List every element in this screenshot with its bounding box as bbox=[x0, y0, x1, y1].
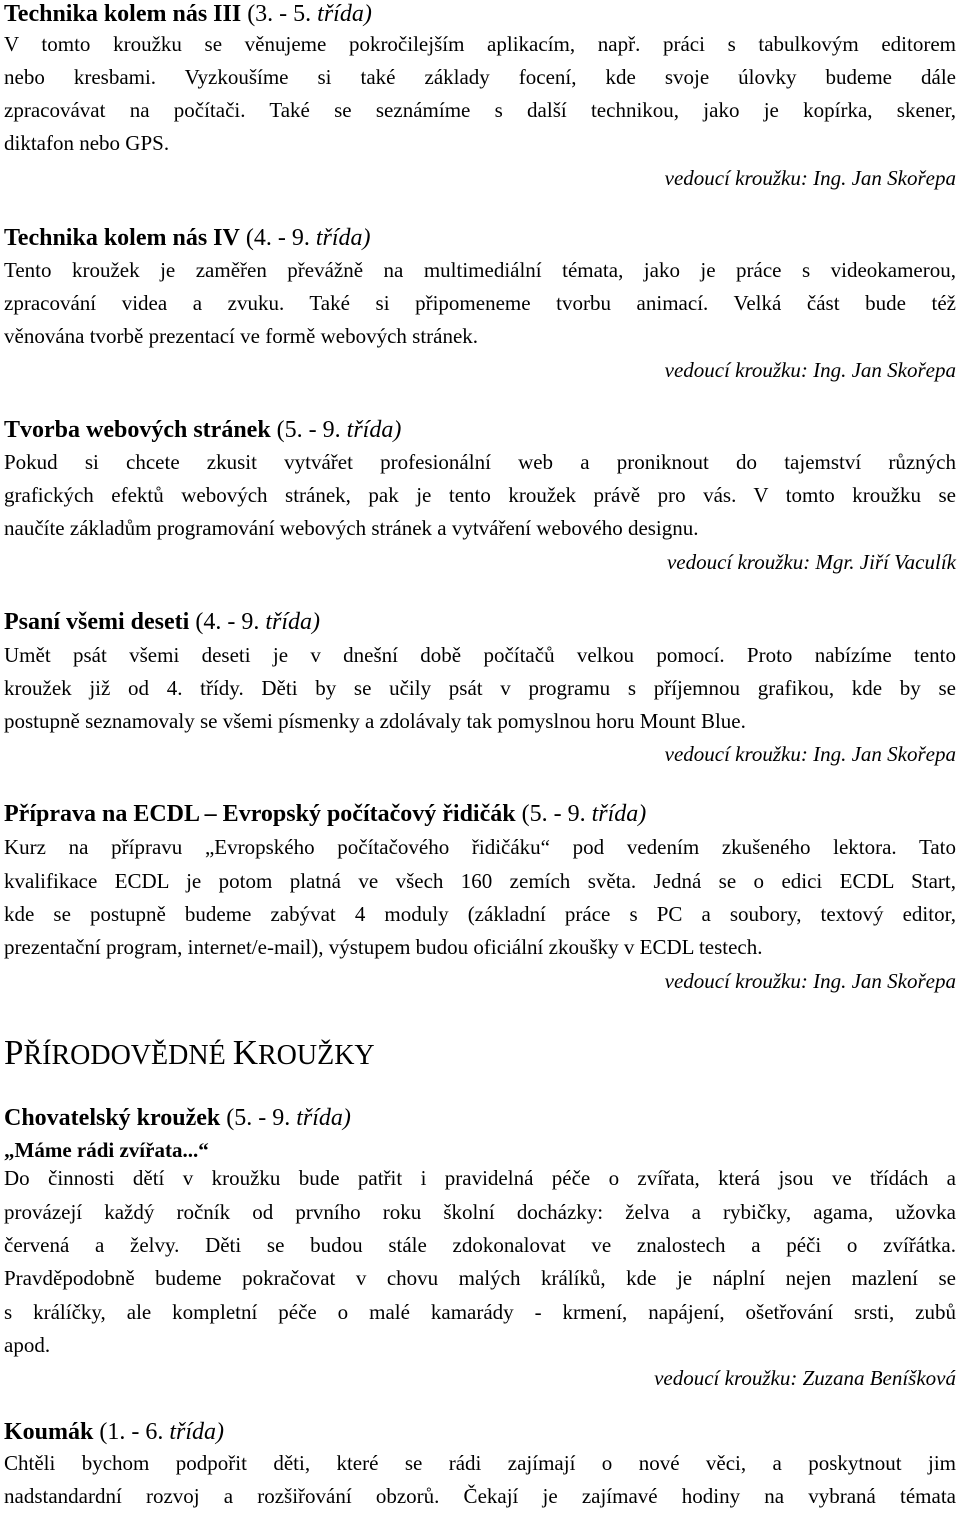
heading-cap: P bbox=[4, 1033, 24, 1072]
heading-grade-suffix: třída) bbox=[591, 801, 647, 827]
paragraph-line: Umět psát všemi deseti je v dnešní době počítačů velkou pomocí. Proto nabízíme tento bbox=[4, 643, 956, 667]
paragraph-line: naučíte základům programování webových stránek a vytváření webového designu. bbox=[4, 516, 699, 540]
section-heading bbox=[4, 222, 956, 255]
paragraph-line: Tento kroužek je zaměřen převážně na multimediální témata, jako je práce s videokamerou, bbox=[4, 258, 956, 282]
paragraph-line: prezentační program, internet/e-mail), výstupem budou oficiální zkoušky v ECDL testech. bbox=[4, 935, 763, 959]
paragraph-line: apod. bbox=[4, 1333, 51, 1357]
paragraph-line: Pokud si chcete zkusit vytvářet profesionální web a proniknout do tajemství různých bbox=[4, 450, 956, 474]
heading-grade: (5. - 9. bbox=[220, 1105, 297, 1131]
heading-title: Psaní všemi deseti bbox=[4, 609, 190, 635]
heading-grade-suffix: třída) bbox=[317, 1, 372, 27]
heading-grade: (5. - 9. bbox=[515, 801, 592, 827]
paragraph-line: Do činnosti dětí v kroužku bude patřit i pravidelná péče o zvířata, která jsou ve třídách a bbox=[4, 1166, 956, 1190]
paragraph-line: nadstandardní rozvoj a rozšiřování obzorů. Čekají je zajímavé hodiny na vybraná témata bbox=[4, 1484, 956, 1508]
heading-grade: (4. - 9. bbox=[239, 225, 316, 251]
paragraph-line: Chtěli bychom podpořit děti, které se rádi zajímají o nové věci, a poskytnout jim bbox=[4, 1451, 956, 1475]
heading-grade-suffix: třída) bbox=[315, 225, 371, 251]
heading-grade-suffix: třída) bbox=[346, 417, 402, 443]
paragraph-line: diktafon nebo GPS. bbox=[4, 131, 170, 155]
paragraph-line: grafických efektů webových stránek, pak je tento kroužek právě pro vás. V tomto kroužku se bbox=[4, 483, 956, 507]
heading-title: Koumák bbox=[4, 1419, 94, 1445]
section-heading bbox=[4, 1102, 956, 1135]
heading-title: Technika kolem nás IV bbox=[4, 225, 240, 251]
category-heading bbox=[4, 1031, 375, 1075]
heading-grade-suffix: třída) bbox=[296, 1105, 351, 1131]
heading-cap: K bbox=[232, 1033, 258, 1072]
club-leader: vedoucí kroužku: Ing. Jan Skořepa bbox=[664, 166, 956, 190]
section-subtitle: „Máme rádi zvířata...“ bbox=[4, 1138, 209, 1162]
paragraph-line: Kurz na přípravu „Evropského počítačového řidičáku“ pod vedením zkušeného lektora. Tato bbox=[4, 835, 956, 859]
club-leader: vedoucí kroužku: Ing. Jan Skořepa bbox=[664, 742, 956, 766]
paragraph-line: věnována tvorbě prezentací ve formě webových stránek. bbox=[4, 324, 479, 348]
section-heading bbox=[4, 0, 956, 31]
club-leader: vedoucí kroužku: Ing. Jan Skořepa bbox=[664, 969, 956, 993]
heading-title: Chovatelský kroužek bbox=[4, 1105, 221, 1131]
heading-grade-suffix: třída) bbox=[169, 1419, 225, 1445]
heading-title: Tvorba webových stránek bbox=[4, 417, 271, 443]
club-leader: vedoucí kroužku: Mgr. Jiří Vaculík bbox=[666, 550, 956, 574]
paragraph-line: nebo kresbami. Vyzkoušíme si také základy focení, kde svoje úlovky budeme dále bbox=[4, 65, 956, 89]
paragraph-line: postupně seznamovaly se všemi písmenky a zdolávaly tak pomyslnou horu Mount Blue. bbox=[4, 709, 746, 733]
heading-grade: (1. - 6. bbox=[93, 1419, 170, 1445]
paragraph-line: červená a želvy. Děti se budou stále zdokonalovat ve znalostech a péči o zvířátka. bbox=[4, 1233, 956, 1257]
heading-grade: (4. - 9. bbox=[189, 609, 266, 635]
club-leader: vedoucí kroužku: Zuzana Beníšková bbox=[654, 1366, 956, 1390]
paragraph-line: provázejí každý ročník od prvního roku školní docházky: želva a rybičky, agama, užovka bbox=[4, 1200, 956, 1224]
heading-title: Příprava na ECDL – Evropský počítačový řidičák bbox=[4, 801, 516, 827]
club-leader: vedoucí kroužku: Ing. Jan Skořepa bbox=[664, 358, 956, 382]
paragraph-line: Pravděpodobně budeme pokračovat v chovu malých králíků, kde je náplní nejen mazlení se bbox=[4, 1266, 956, 1290]
heading-rest: ROUŽKY bbox=[257, 1040, 375, 1071]
paragraph-line: kvalifikace ECDL je potom platná ve všech 160 zemích světa. Jedná se o edici ECDL Start, bbox=[4, 869, 956, 893]
paragraph-line: zpracování videa a zvuku. Také si připomeneme tvorbu animací. Velká část bude též bbox=[4, 291, 956, 315]
section-heading bbox=[4, 1416, 956, 1449]
paragraph-line: kde se postupně budeme zabývat 4 moduly (základní práce s PC a soubory, textový editor, bbox=[4, 902, 956, 926]
section-heading bbox=[4, 606, 956, 639]
heading-grade: (3. - 5. bbox=[241, 1, 318, 27]
heading-title: Technika kolem nás III bbox=[4, 1, 242, 27]
heading-grade-suffix: třída) bbox=[265, 609, 320, 635]
section-heading bbox=[4, 798, 956, 831]
heading-rest: ŘÍRODOVĚDNÉ bbox=[23, 1040, 233, 1071]
paragraph-line: zpracovávat na počítači. Také se seznámíme s další technikou, jako je kopírka, skener, bbox=[4, 98, 956, 122]
heading-grade: (5. - 9. bbox=[270, 417, 347, 443]
paragraph-line: kroužek již od 4. třídy. Děti by se učily psát v programu s příjemnou grafikou, kde by se bbox=[4, 676, 956, 700]
section-heading bbox=[4, 414, 956, 447]
paragraph-line: V tomto kroužku se věnujeme pokročilejším aplikacím, např. práci s tabulkovým editorem bbox=[4, 32, 956, 56]
paragraph-line: s králíčky, ale kompletní péče o malé kamarády - krmení, napájení, ošetřování srsti, zubů bbox=[4, 1300, 956, 1324]
